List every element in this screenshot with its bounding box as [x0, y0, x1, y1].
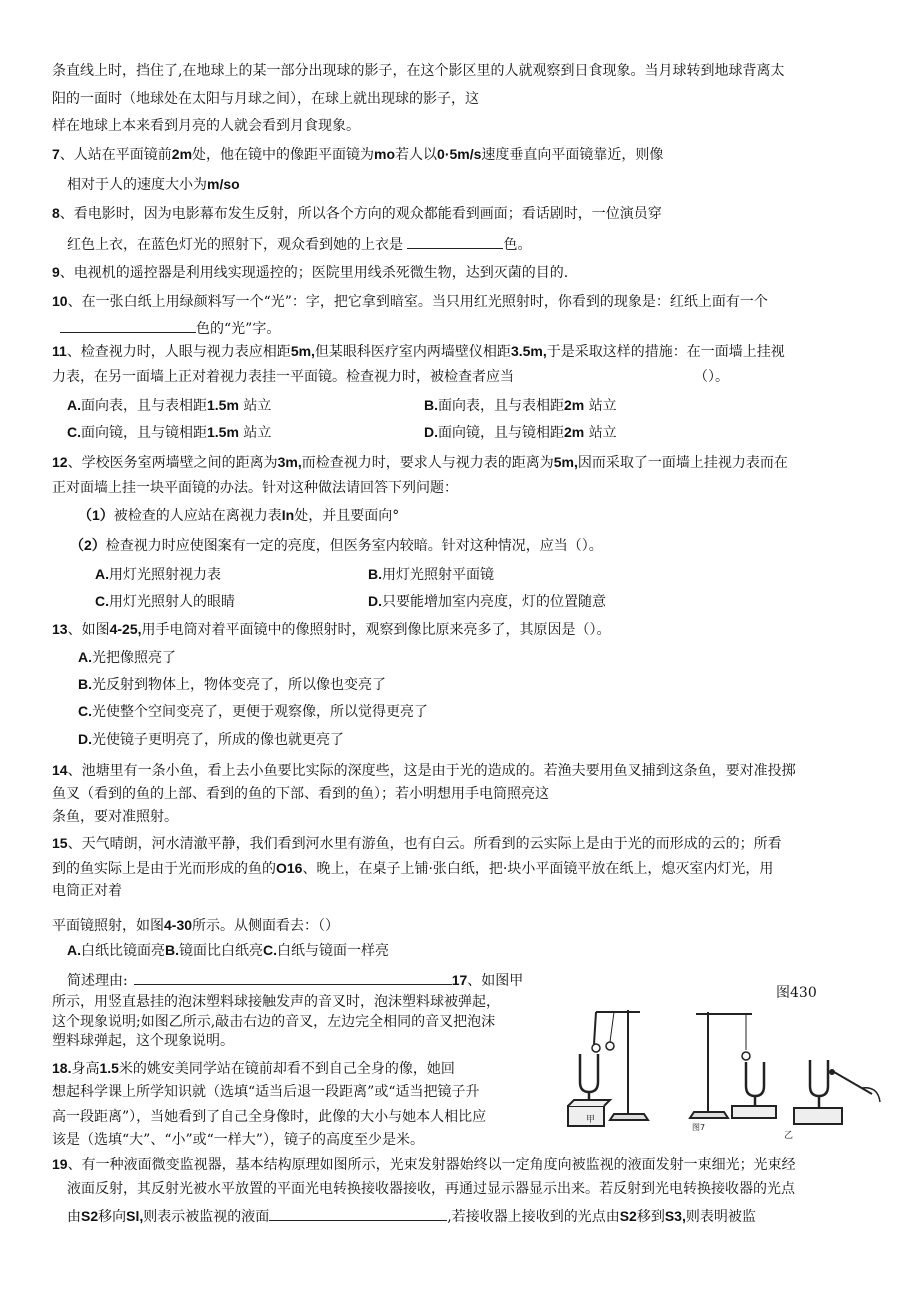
question-7-number: 7 [52, 146, 60, 162]
figure-label-yi: 乙 [784, 1131, 794, 1141]
q18-text-b: 米的姚安美同学站在镜前却看不到自己全身的像，她回 [118, 1061, 455, 1077]
q16-option-c-text: 白纸与镜面一样亮 [277, 943, 389, 959]
answer-blank[interactable] [269, 1206, 447, 1221]
answer-blank[interactable] [134, 970, 452, 985]
question-11-paren: （）。 [694, 369, 729, 385]
question-19-line-3 [67, 1206, 756, 1226]
q12-option-a-key: A. [95, 566, 109, 582]
q12-sub-2-number: （2） [70, 537, 106, 553]
q8-text-2: 红色上衣，在蓝色灯光的照射下，观众看到她的上衣是 [67, 237, 403, 253]
q7-text-a: 、人站在平面镜前 [59, 147, 172, 163]
q19-value-b: Sl, [126, 1208, 144, 1224]
intro-line-2: 阳的一面时（地球处在太阳与月球之间），在球上就出现球的影子，这 [52, 91, 479, 107]
q19-text: 、有一种液面微变监视器，基本结构原理如图所示，光束发射器始终以一定角度向被监视的液面发射一束细光；光束经 [67, 1157, 796, 1173]
question-7 [52, 145, 663, 164]
q16-reason-line [67, 970, 523, 990]
question-14-line-3: 条鱼，要对准照射。 [52, 809, 178, 825]
q10-text-2: 色的“光”字。 [196, 321, 281, 337]
question-18 [52, 1059, 455, 1078]
question-15 [52, 834, 782, 853]
question-17-number: 17 [451, 972, 468, 988]
question-18-line-2: 想起科学课上所学知识就（选填“适当后退一段距离”或“适当把镜子升 [52, 1084, 480, 1100]
q13-text-a: 、如图 [67, 622, 110, 638]
q13-option-c[interactable] [78, 702, 428, 721]
intro-line-3: 样在地球上本来看到月亮的人就会看到月食现象。 [52, 118, 360, 134]
q11-option-a-unit: 站立 [243, 398, 272, 414]
question-15-number: 15 [52, 835, 68, 851]
question-13 [52, 620, 611, 639]
q16-text-3: 所示。从侧面看去：（） [192, 918, 340, 934]
q12-value-a: 3m, [277, 454, 302, 470]
intro-line-1: 条直线上时，挡住了,在地球上的某一部分出现球的影子，在这个影区里的人就观察到日食现象。当月球转到地球背离太 [52, 63, 785, 79]
q12-text-a: 、学校医务室两墙壁之间的距离为 [67, 455, 278, 471]
q11-option-a-value: 1.5m [207, 397, 239, 413]
question-9 [52, 263, 568, 282]
q16-option-c[interactable] [263, 943, 389, 959]
q7-value-d: m/so [207, 176, 240, 192]
question-14-number: 14 [52, 762, 68, 778]
q8-text-3: 色。 [503, 237, 532, 253]
q13-option-b-text: 光反射到物体上，物体变亮了，所以像也变亮了 [92, 677, 386, 693]
question-16-line-3 [52, 916, 339, 935]
q13-option-a[interactable] [78, 648, 176, 667]
question-19 [52, 1155, 796, 1174]
q7-value-a: 2m [171, 146, 193, 162]
question-8-number: 8 [52, 205, 60, 221]
q13-option-d-key: D. [78, 731, 92, 747]
q16-figure-ref: 4-30 [164, 917, 193, 933]
q16-option-b[interactable] [165, 943, 263, 959]
question-10-line-2 [60, 318, 280, 338]
q11-option-d[interactable] [424, 423, 617, 442]
q16-option-a-text: 白纸比镜面亮 [81, 943, 165, 959]
q11-option-c-text: 面向镜，且与镜相距 [81, 425, 207, 441]
q11-option-a-text: 面向表，且与表相距 [81, 398, 207, 414]
q11-option-a[interactable] [67, 396, 271, 415]
q16-text: 、晚上，在桌子上铺·张白纸，把·块小平面镜平放在纸上，熄灭室内灯光，用 [302, 861, 774, 877]
q15-text-2: 到的鱼实际上是由于光而形成的鱼的 [52, 861, 276, 877]
q12-option-b-text: 用灯光照射平面镜 [382, 567, 494, 583]
q18-text-a: 身高 [71, 1061, 100, 1077]
question-9-number: 9 [52, 264, 60, 280]
q11-value-a: 5m, [290, 343, 315, 359]
q7-text-e: 相对于人的速度大小为 [67, 177, 207, 193]
q12-value-b: 5m, [553, 454, 578, 470]
q19-text-3a: 由 [67, 1209, 81, 1225]
q12-sub-2-text: 检查视力时应使图案有一定的亮度，但医务室内较暗。针对这种情况，应当（）。 [105, 538, 603, 554]
q13-option-b[interactable] [78, 675, 386, 694]
q11-option-a-key: A. [67, 397, 81, 413]
q12-sub-1-text-2: 处，并且要面向° [294, 508, 400, 524]
question-8-line-2 [67, 234, 531, 254]
q19-text-3e: 移到 [636, 1209, 665, 1225]
q12-option-a-text: 用灯光照射视力表 [109, 567, 221, 583]
question-18-number: 18. [52, 1060, 72, 1076]
q11-option-d-value: 2m [564, 424, 585, 440]
q19-value-d: S3, [664, 1208, 686, 1224]
q11-option-b-key: B. [424, 397, 438, 413]
q12-sub-1-text: 被检查的人应站在离视力表 [113, 508, 282, 524]
q19-text-3b: 移向 [98, 1209, 127, 1225]
question-12-sub-1 [78, 506, 399, 525]
q19-text-3f: 则表明被监 [685, 1209, 756, 1225]
q16-option-c-key: C. [263, 942, 277, 958]
q11-option-d-unit: 站立 [588, 425, 617, 441]
q11-option-c[interactable] [67, 423, 271, 442]
tuning-fork-figure [556, 1002, 886, 1142]
q12-option-d-key: D. [368, 593, 382, 609]
q19-value-a: S2 [81, 1208, 99, 1224]
q7-text-c: 若人以 [395, 147, 438, 163]
q9-text: 、电视机的遥控器是利用线实现遥控的；医院里用线杀死微生物，达到灭菌的目的. [59, 265, 569, 281]
q11-option-c-value: 1.5m [207, 424, 239, 440]
q12-option-d[interactable] [368, 592, 606, 611]
q13-option-c-key: C. [78, 703, 92, 719]
q16-option-a[interactable] [67, 943, 165, 959]
question-13-number: 13 [52, 621, 68, 637]
question-18-line-3: 高一段距离”），当她看到了自己全身像时，此像的大小与她本人相比应 [52, 1109, 487, 1125]
q18-value-a: 1.5 [99, 1060, 119, 1076]
question-12-sub-2 [70, 536, 603, 555]
q12-option-a[interactable] [95, 565, 221, 584]
q12-sub-1-number: （1） [78, 507, 114, 523]
q11-option-b-value: 2m [564, 397, 585, 413]
question-11 [52, 342, 785, 361]
q13-option-a-text: 光把像照亮了 [92, 650, 176, 666]
q16-reason-label: 简述理由: [67, 973, 128, 989]
question-17-line-4: 塑料球弹起，这个现象说明。 [52, 1033, 234, 1049]
question-15-line-2 [52, 859, 773, 878]
q13-option-d-text: 光使镜子更明亮了，所成的像也就更亮了 [92, 732, 344, 748]
question-11-line-2 [52, 368, 514, 386]
q14-text: 、池塘里有一条小鱼，看上去小鱼要比实际的深度些，这是由于光的造成的。若渔夫要用鱼叉捕到这条鱼，要对准投掷 [67, 763, 796, 779]
q19-value-c: S2 [619, 1208, 637, 1224]
question-12-number: 12 [52, 454, 68, 470]
figure-label-jia: 甲 [586, 1115, 596, 1125]
q11-value-b: 3.5m, [510, 343, 547, 359]
q12-option-c-key: C. [95, 593, 109, 609]
q11-text-d: 力表，在另一面墙上正对着视力表挂一平面镜。检查视力时，被检查者应当 [52, 369, 514, 385]
q11-text-a: 、检查视力时，人眼与视力表应相距 [66, 344, 291, 360]
q13-value-a: 4-25, [109, 621, 142, 637]
q12-text-b: 而检查视力时，要求人与视力表的距离为 [301, 455, 554, 471]
question-18-line-4: 该是（选填“大”、“小”或“一样大”），镜子的高度至少是米。 [52, 1132, 424, 1148]
q15-text: 、天气晴朗，河水清澈平静，我们看到河水里有游鱼，也有白云。所看到的云实际上是由于光的而形成的云的；所看 [67, 836, 782, 852]
q11-text-c: 于是采取这样的措施：在一面墙上挂视 [546, 344, 785, 360]
q8-text: 、看电影时，因为电影幕布发生反射，所以各个方向的观众都能看到画面；看话剧时，一位演员穿 [59, 206, 662, 222]
q16-option-b-key: B. [165, 942, 179, 958]
question-14 [52, 761, 796, 780]
figure-caption: 图430 [776, 985, 817, 1001]
q11-option-d-key: D. [424, 424, 438, 440]
q16-option-b-text: 镜面比白纸亮 [179, 943, 263, 959]
q11-option-b-unit: 站立 [588, 398, 617, 414]
question-16-number: O16 [276, 860, 303, 876]
q12-option-b[interactable] [368, 565, 494, 584]
q13-option-c-text: 光使整个空间变亮了，更便于观察像，所以觉得更亮了 [92, 704, 428, 720]
q7-text-d: 速度垂直向平面镜靠近，则像 [481, 147, 664, 163]
q13-text-b: 用手电筒对着平面镜中的像照射时，观察到像比原来亮多了，其原因是（）。 [141, 622, 611, 638]
question-14-line-2: 鱼叉（看到的鱼的上部、看到的鱼的下部、看到的鱼）；若小明想用手电筒照亮这 [52, 786, 549, 802]
question-17-line-3: 这个现象说明;如图乙所示,敲击右边的音叉，左边完全相同的音叉把泡沫 [52, 1014, 496, 1030]
q16-options [67, 941, 389, 960]
q16-option-a-key: A. [67, 942, 81, 958]
question-8 [52, 204, 662, 223]
question-10-number: 10 [52, 293, 68, 309]
q13-option-d[interactable] [78, 730, 344, 749]
q11-text-b: 但某眼科医疗室内两墙壁仪相距 [314, 344, 511, 360]
q7-value-b: mo [374, 146, 396, 162]
q19-text-3c: 则表示被监视的液面 [143, 1209, 270, 1225]
q11-option-b[interactable] [424, 396, 617, 415]
q10-text: 、在一张白纸上用绿颜料写一个“光”：字，把它拿到暗室。当只用红光照射时，你看到的现象是：红纸上面有一个 [67, 294, 768, 310]
q13-option-a-key: A. [78, 649, 92, 665]
q12-option-c-text: 用灯光照射人的眼睛 [109, 594, 235, 610]
figure-label-fig7: 图7 [692, 1123, 706, 1132]
q16-text-2: 平面镜照射，如图 [52, 918, 164, 934]
question-19-line-2: 液面反射，其反射光被水平放置的平面光电转换接收器接收，再通过显示器显示出来。若反射到光电转换接收器的光点 [67, 1181, 795, 1197]
answer-blank[interactable] [60, 318, 196, 333]
answer-blank[interactable] [407, 234, 503, 249]
q19-text-3d: ,若接收器上接收到的光点由 [447, 1209, 620, 1225]
question-11-number: 11 [52, 343, 67, 359]
q7-value-c: 0·5m/s [437, 146, 482, 162]
question-12 [52, 453, 788, 472]
q11-option-b-text: 面向表，且与表相距 [438, 398, 564, 414]
q12-text-c: 因而采取了一面墙上挂视力表而在 [577, 455, 788, 471]
q12-sub-1-value: In [281, 507, 295, 523]
question-17-line-2: 所示，用竖直悬挂的泡沫塑料球接触发声的音叉时，泡沫塑料球被弹起， [52, 994, 500, 1010]
q13-option-b-key: B. [78, 676, 92, 692]
question-10 [52, 292, 768, 311]
question-7-line-2 [67, 175, 240, 194]
q12-option-b-key: B. [368, 566, 382, 582]
q11-option-c-key: C. [67, 424, 81, 440]
question-12-line-2: 正对面墙上挂一块平面镜的办法。针对这种做法请回答下列问题： [52, 480, 458, 496]
q12-option-c[interactable] [95, 592, 235, 611]
question-16-line-2: 电筒正对着 [52, 883, 122, 899]
q11-option-d-text: 面向镜，且与镜相距 [438, 425, 564, 441]
q12-option-d-text: 只要能增加室内亮度，灯的位置随意 [382, 594, 606, 610]
question-19-number: 19 [52, 1156, 68, 1172]
q17-text-a: 、如图甲 [467, 973, 524, 989]
q11-option-c-unit: 站立 [243, 425, 272, 441]
q7-text-b: 处，他在镜中的像距平面镜为 [192, 147, 375, 163]
